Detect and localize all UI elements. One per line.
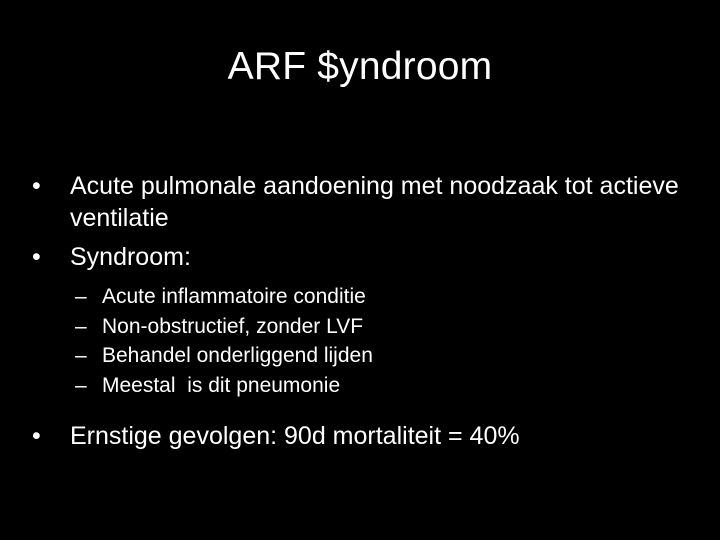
sub-bullet-item: [75, 341, 675, 371]
sub-bullet-text: Acute inflammatoire conditie: [102, 285, 366, 308]
sub-bullet-list: [75, 282, 675, 400]
sub-bullet-text: Non-obstructief, zonder LVF: [102, 314, 364, 338]
bullet-text: Ernstige gevolgen: 90d mortaliteit = 40%: [70, 422, 520, 450]
sub-bullet-item: [75, 371, 675, 401]
bullet-dot-icon: •: [32, 422, 41, 450]
sub-bullet-item: [75, 282, 675, 312]
dash-icon: –: [75, 285, 87, 308]
dash-icon: –: [75, 344, 87, 367]
bullet-text: Acute pulmonale aandoening met noodzaak tot actieve ventilatie: [70, 172, 679, 232]
dash-icon: –: [75, 373, 87, 397]
dash-icon: –: [75, 314, 87, 338]
bullet-item: [32, 170, 692, 234]
slide-title: ARF $yndroom: [227, 45, 493, 88]
sub-bullet-text: Behandel onderliggend lijden: [102, 344, 373, 367]
bullet-text: Syndroom:: [70, 243, 191, 271]
sub-bullet-item: [75, 312, 675, 342]
bullet-dot-icon: •: [32, 243, 41, 271]
bullet-item: [32, 420, 692, 452]
sub-bullet-text: Meestal is dit pneumonie: [102, 373, 341, 397]
bullet-dot-icon: •: [32, 172, 41, 200]
bullet-item: [32, 241, 692, 273]
